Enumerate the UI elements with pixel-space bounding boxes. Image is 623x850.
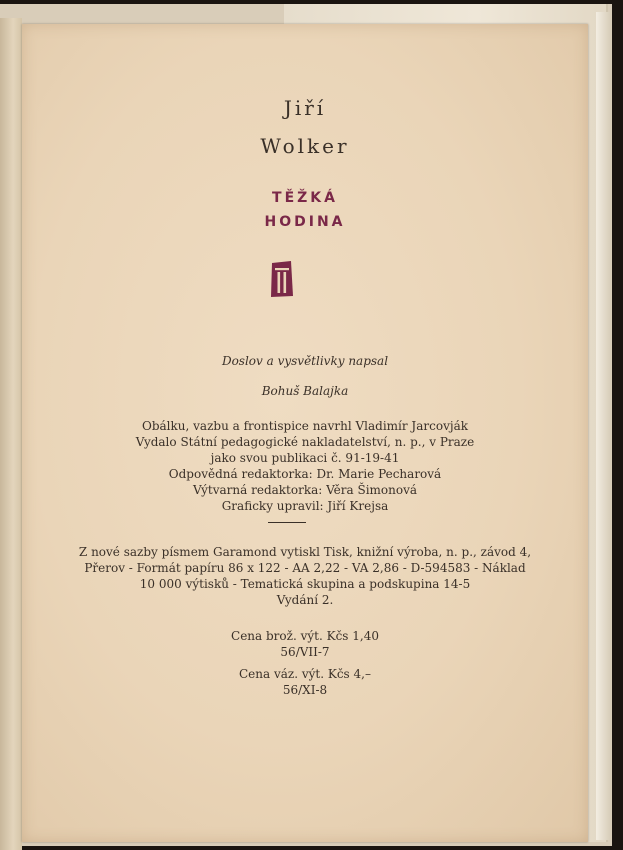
afterword-author: Bohuš Balajka: [261, 384, 349, 398]
book-spine-edge: [0, 18, 22, 850]
price-code: 56/XI-8: [282, 683, 328, 697]
title-line-1: TĚŽKÁ: [272, 190, 338, 206]
credit-line: jako svou publikaci č. 91-19-41: [210, 451, 400, 465]
imprint-line: Přerov - Formát papíru 86 x 122 - AA 2,22 - VA 2,86 - D-594583 - Náklad: [84, 561, 526, 575]
author-first-name: Jiří: [283, 96, 327, 120]
publisher-mark-icon: [270, 260, 294, 298]
credit-line: Odpovědná redaktorka: Dr. Marie Pecharová: [168, 467, 442, 481]
price-code: 56/VII-7: [280, 645, 330, 659]
credit-line: Výtvarná redaktorka: Věra Šimonová: [192, 483, 418, 497]
title-line-2: HODINA: [264, 214, 346, 230]
credit-line: Obálku, vazbu a frontispice navrhl Vladimír Jarcovják: [142, 419, 468, 433]
author-last-name: Wolker: [260, 134, 350, 158]
divider: [268, 522, 306, 523]
credit-line: Graficky upravil: Jiří Krejsa: [221, 499, 389, 513]
price-paperback: [22, 628, 588, 660]
page-edge: [596, 12, 610, 840]
price-hardcover: [22, 666, 588, 698]
credit-line: Vydalo Státní pedagogické nakladatelství, n. p., v Praze: [135, 435, 475, 449]
price-label: Cena brož. výt. Kčs 1,40: [231, 629, 379, 643]
imprint-line: Z nové sazby písmem Garamond vytiskl Tisk, knižní výroba, n. p., závod 4,: [78, 545, 532, 559]
imprint-block: [22, 544, 588, 608]
title-page: [22, 24, 588, 842]
price-label: Cena váz. výt. Kčs 4,–: [239, 667, 371, 681]
imprint-line: 10 000 výtisků - Tematická skupina a podskupina 14-5: [139, 577, 471, 591]
afterword-label: Doslov a vysvětlivky napsal: [221, 354, 389, 368]
credits-block: [22, 418, 588, 514]
imprint-line: Vydání 2.: [276, 593, 334, 607]
